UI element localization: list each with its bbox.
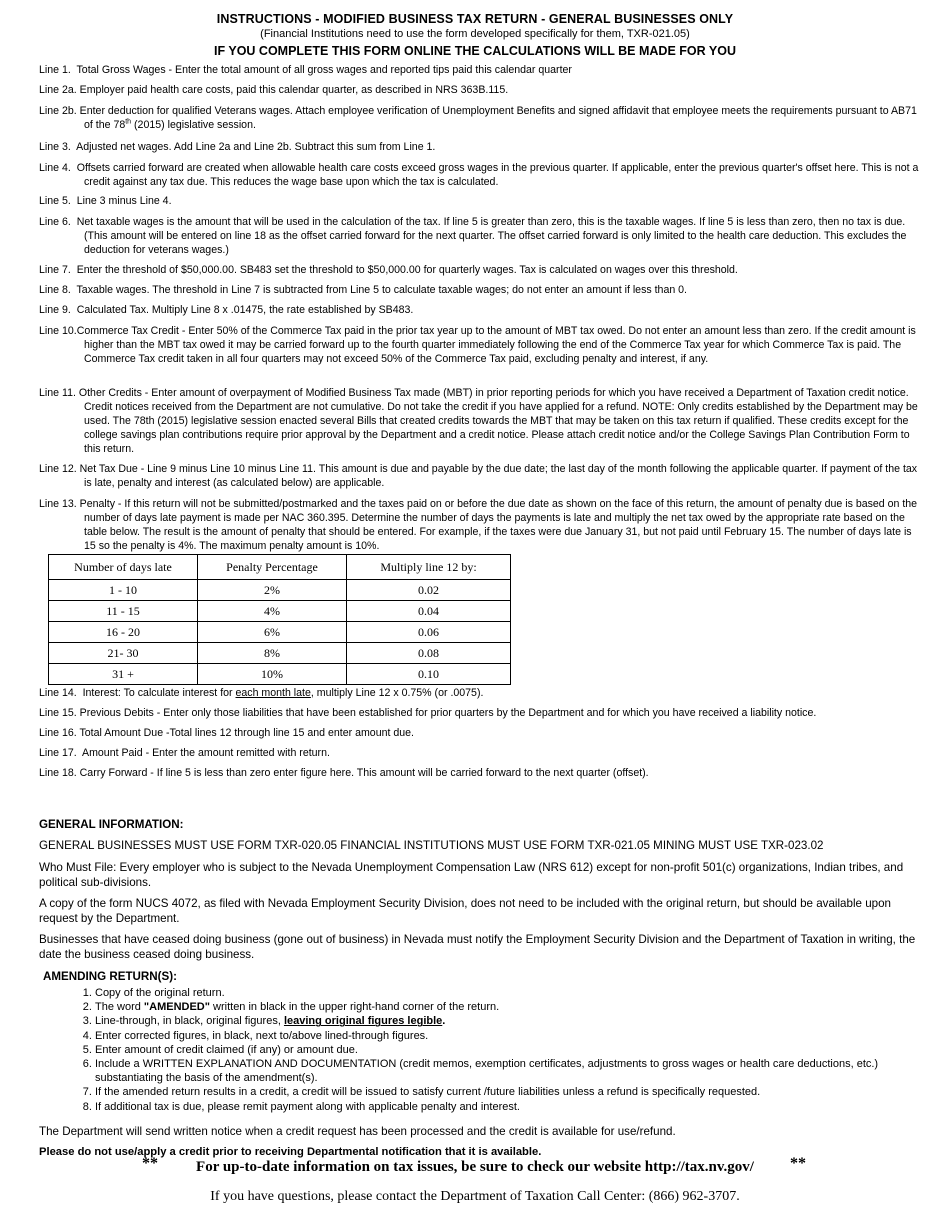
do-not-use-notice: Please do not use/apply a credit prior to receiving Departmental notification that it is available.: [39, 1146, 542, 1158]
list-item: [95, 1000, 935, 1014]
line-label: Line 13.: [39, 498, 77, 510]
line-text: Offsets carried forward are created when allowable health care costs exceed gross wages in the previous quarter. If applicable, enter the previous quarter's offset here. This is not a credit against any tax due. This reduces the wage base upon which the tax is calculated.: [76, 162, 919, 188]
list-item: [95, 1029, 935, 1043]
line-17: [39, 746, 919, 760]
line-text: Employer paid health care costs, paid this calendar quarter, as described in NRS 363B.115.: [79, 84, 509, 96]
line-text: Other Credits - Enter amount of overpayment of Modified Business Tax made (MBT) in prior reporting periods for which you have received a Department of Taxation credit notice. Credit notices received from the Department are not cumulative. Do not take the credit if you have applied for a refund. NOTE: Only credits established by the Department may be used. The 78th (2015) legislative session enacted several Bills that created credits towards the MBT that may be taken on this tax return if qualified. These credits except for the college savings plan contributions require prior approval by the Department and a credit notice. Please attach credit notice and/or the College Savings Plan Contribution Form to this return.: [78, 387, 918, 455]
table-row: [49, 664, 511, 685]
list-item: [95, 1014, 935, 1028]
amending-title: AMENDING RETURN(S):: [43, 970, 177, 983]
amended-word: "AMENDED": [143, 1001, 210, 1014]
line-text: Line 3 minus Line 4.: [76, 195, 172, 207]
list-item: [95, 1057, 935, 1085]
table-row: [49, 622, 511, 643]
line-13: [39, 497, 919, 553]
list-item-text: Line-through, in black, original figures,: [95, 1015, 284, 1028]
table-cell: 31 +: [49, 664, 198, 685]
line-text: Amount Paid - Enter the amount remitted with return.: [82, 747, 330, 759]
list-item: [95, 1043, 935, 1057]
line-5: [39, 194, 919, 208]
line-text: Penalty - If this return will not be submitted/postmarked and the taxes paid on or before the due date as shown on the face of this return, the amount of penalty due is based on the number of days late payment is made per NAC 360.395. Determine the number of days the payments is late and multiply the net tax owed by the appropriate rate based on the table below. The result is the amount of penalty that should be entered. For example, if the taxes were due January 31, but not paid until February 15. The number of days late is 15 so the penalty is 4%. The maximum penalty amount is 10%.: [79, 498, 918, 552]
table-cell: 0.04: [347, 601, 511, 622]
who-must-file: Who Must File: Every employer who is subject to the Nevada Unemployment Compensation Law (NRS 612) except for non-profit 501(c) organizations, Indian tribes, and political sub-divisions.: [39, 861, 904, 889]
line-label: Line 11.: [39, 387, 76, 399]
penalty-table: [48, 554, 511, 685]
line-10: [39, 324, 919, 366]
line-label: Line 1.: [39, 64, 71, 76]
line-text: Interest: To calculate interest for: [82, 687, 236, 699]
page-subtitle: (Financial Institutions need to use the form developed specifically for them, TXR-021.05): [260, 28, 690, 40]
table-cell: 16 - 20: [49, 622, 198, 643]
line-label: Line 9.: [39, 304, 71, 316]
line-text: Commerce Tax Credit - Enter 50% of the Commerce Tax paid in the prior tax year up to the amount of MBT tax owed. Do not enter an amount less than zero. If the credit amount is higher than the MBT tax owed it may be carried forward up to the fourth quarter immediately following the end of the Commerce Tax year for which Commerce Tax is paid. The Commerce Tax credit taken in all four quarters may not exceed 50% of the Commerce Tax paid, excluding penalty and interest, if any.: [76, 325, 916, 365]
line-label: Line 17.: [39, 747, 77, 759]
line-label: Line 5.: [39, 195, 71, 207]
line-2b: [39, 104, 919, 132]
table-row: [49, 601, 511, 622]
line-text: Enter the threshold of $50,000.00. SB483 set the threshold to $50,000.00 for quarterly wages. Tax is calculated on wages over this threshold.: [76, 264, 738, 276]
line-label: Line 4.: [39, 162, 71, 174]
list-item-text: If additional tax is due, please remit payment along with applicable penalty and interest.: [95, 1100, 520, 1113]
table-cell: 0.06: [347, 622, 511, 643]
general-info-title: GENERAL INFORMATION:: [39, 818, 184, 831]
online-note: IF YOU COMPLETE THIS FORM ONLINE THE CALCULATIONS WILL BE MADE FOR YOU: [214, 44, 736, 58]
line-text: Enter deduction for qualified Veterans wages. Attach employee verification of Unemployment Benefits and signed affidavit that employee meets the requirements pursuant to AB71 of the 78th (2015) legislative session.: [79, 105, 917, 131]
column-header: Multiply line 12 by:: [347, 555, 511, 580]
general-forms: GENERAL BUSINESSES MUST USE FORM TXR-020.05 FINANCIAL INSTITUTIONS MUST USE FORM TXR-021.05 MINING MUST USE TXR-023.02: [39, 839, 824, 852]
table-cell: 8%: [198, 643, 347, 664]
line-label: Line 10.: [39, 325, 77, 337]
ordinal-suffix: th: [125, 118, 132, 126]
table-cell: 10%: [198, 664, 347, 685]
line-7: [39, 263, 919, 277]
list-item: [95, 1085, 935, 1099]
line-1: [39, 63, 919, 77]
table-row: [49, 643, 511, 664]
line-18: [39, 766, 919, 780]
list-item-text: .: [442, 1015, 446, 1028]
line-label: Line 3.: [39, 141, 71, 153]
line-label: Line 8.: [39, 284, 71, 296]
table-cell: 4%: [198, 601, 347, 622]
list-item: [95, 1100, 935, 1114]
stars-left: **: [142, 1155, 158, 1172]
line-label: Line 15.: [39, 707, 77, 719]
list-item-text: Copy of the original return.: [95, 987, 225, 999]
legible-emphasis: leaving original figures legible: [283, 1015, 443, 1028]
line-9: [39, 303, 919, 317]
line-text: Calculated Tax. Multiply Line 8 x .01475, the rate established by SB483.: [76, 304, 414, 316]
list-item-text: If the amended return results in a credit, a credit will be issued to satisfy current /future liabilities unless a refund is specifically requested.: [95, 1086, 761, 1099]
line-label: Line 16.: [39, 727, 77, 739]
website-note: For up-to-date information on tax issues, be sure to check our website http://tax.nv.gov/: [196, 1159, 754, 1175]
list-item-text: The word: [95, 1001, 144, 1014]
call-center-note: If you have questions, please contact the Department of Taxation Call Center: (866) 962-3707.: [210, 1189, 740, 1204]
line-text: Net Tax Due - Line 9 minus Line 10 minus Line 11. This amount is due and payable by the due date; the last day of the month following the applicable quarter. If payment of the tax is late, penalty and interest (as calculated below) are applicable.: [79, 463, 918, 489]
line-text: Net taxable wages is the amount that will be used in the calculation of the tax. If line 5 is greater than zero, this is the taxable wages. If line 5 is less than zero, then no tax is due. (This amount will be entered on line 18 as the offset carried forward for the next quarter. The offset carried forward is only limited to the health care deduction. This excludes the deduction for veterans wages.): [76, 216, 907, 256]
line-text: Previous Debits - Enter only those liabilities that have been established for prior quarters by the Department and for which you have received a liability notice.: [79, 707, 817, 719]
table-cell: 2%: [198, 580, 347, 601]
column-header: Number of days late: [49, 555, 198, 580]
line-11: [39, 386, 919, 456]
line-15: [39, 706, 919, 720]
ceased-business-note: Businesses that have ceased doing business (gone out of business) in Nevada must notify the Employment Security Division and the Department of Taxation in writing, the date the business ceased doing business.: [39, 933, 916, 961]
list-item-text: Enter corrected figures, in black, next to/above lined-through figures.: [95, 1029, 429, 1042]
line-text: Adjusted net wages. Add Line 2a and Line 2b. Subtract this sum from Line 1.: [76, 141, 436, 153]
line-label: Line 7.: [39, 264, 71, 276]
line-4: [39, 161, 919, 189]
line-12: [39, 462, 919, 490]
table-row: [49, 580, 511, 601]
line-text: Total Amount Due -Total lines 12 through line 15 and enter amount due.: [79, 727, 414, 739]
table-cell: 21- 30: [49, 643, 198, 664]
table-cell: 11 - 15: [49, 601, 198, 622]
line-text-underlined: each month late: [235, 687, 311, 699]
list-item-text: Enter amount of credit claimed (if any) or amount due.: [95, 1043, 358, 1056]
column-header: Penalty Percentage: [198, 555, 347, 580]
line-label: Line 2b.: [39, 105, 77, 117]
table-cell: 0.02: [347, 580, 511, 601]
line-label: Line 12.: [39, 463, 77, 475]
list-item-text: Include a WRITTEN EXPLANATION AND DOCUMENTATION (credit memos, exemption certificates, adjustments to gross wages or health care deductions, etc.) substantiating the basis of the amendment(s).: [95, 1058, 879, 1085]
credit-notice: The Department will send written notice when a credit request has been processed and the credit is available for use/refund.: [39, 1125, 676, 1138]
nucs-note: A copy of the form NUCS 4072, as filed with Nevada Employment Security Division, does not need to be included with the original return, but should be available upon request by the Department.: [39, 897, 891, 925]
line-6: [39, 215, 919, 257]
line-text: , multiply Line 12 x 0.75% (or .0075).: [310, 687, 484, 699]
table-cell: 1 - 10: [49, 580, 198, 601]
stars-right: **: [790, 1155, 806, 1172]
line-text: Total Gross Wages - Enter the total amount of all gross wages and reported tips paid this calendar quarter: [76, 64, 572, 76]
list-item: [95, 986, 935, 1000]
line-label: Line 14.: [39, 687, 77, 699]
list-item-text: written in black in the upper right-hand corner of the return.: [209, 1001, 500, 1014]
amending-list: [57, 986, 935, 1114]
line-label: Line 18.: [39, 767, 77, 779]
line-2a: [39, 83, 919, 97]
line-text: Carry Forward - If line 5 is less than zero enter figure here. This amount will be carried forward to the next quarter (offset).: [79, 767, 649, 779]
line-text: Taxable wages. The threshold in Line 7 is subtracted from Line 5 to calculate taxable wages; do not enter an amount if less than 0.: [76, 284, 688, 296]
line-label: Line 6.: [39, 216, 71, 228]
line-14: [39, 686, 919, 700]
table-cell: 6%: [198, 622, 347, 643]
page-title: INSTRUCTIONS - MODIFIED BUSINESS TAX RETURN - GENERAL BUSINESSES ONLY: [216, 12, 734, 26]
table-header-row: [49, 555, 511, 580]
line-8: [39, 283, 919, 297]
table-cell: 0.10: [347, 664, 511, 685]
line-3: [39, 140, 919, 154]
line-16: [39, 726, 919, 740]
table-cell: 0.08: [347, 643, 511, 664]
line-label: Line 2a.: [39, 84, 77, 96]
